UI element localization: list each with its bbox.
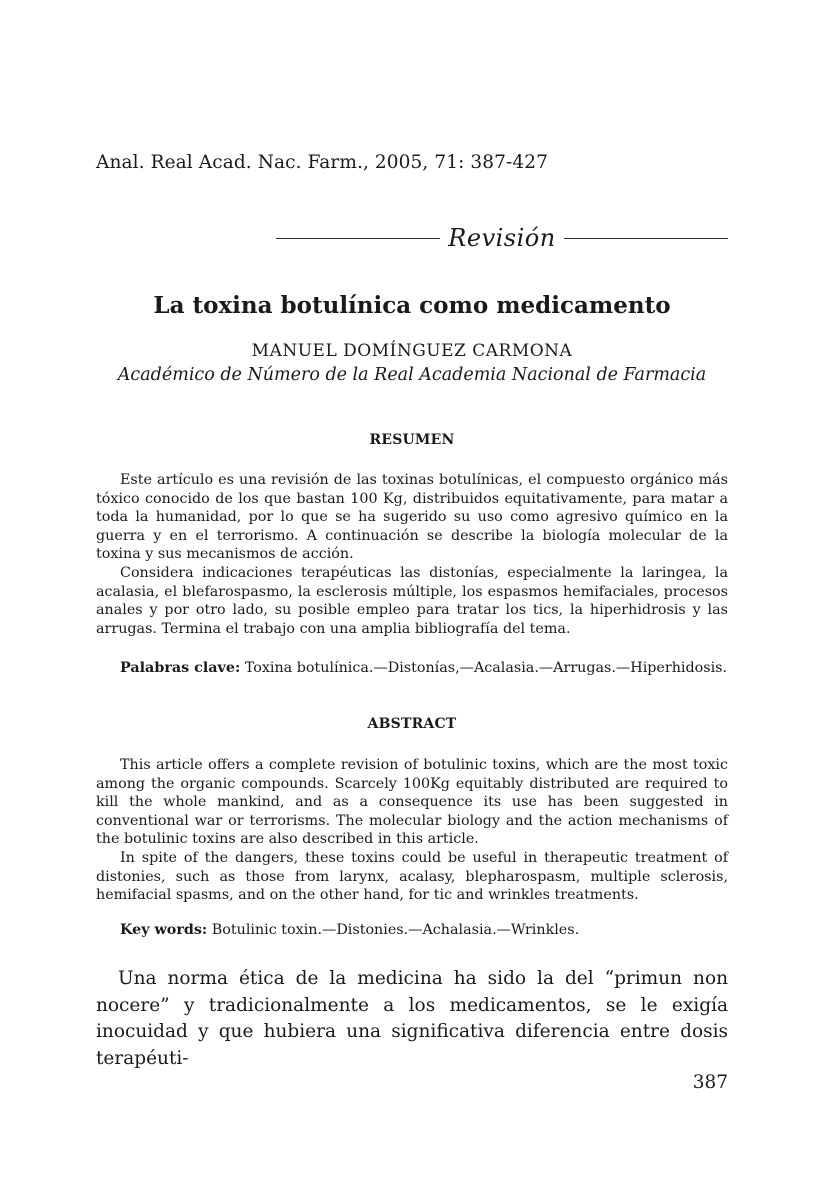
divider-line-right <box>564 238 728 239</box>
journal-reference: Anal. Real Acad. Nac. Farm., 2005, 71: 387-427 <box>96 152 548 173</box>
abstract-keywords <box>96 921 728 940</box>
abstract-paragraph: In spite of the dangers, these toxins could be useful in therapeutic treatment of distonies, such as those from larynx, acalasy, blepharospasm, multiple sclerosis, hemifacial spasms, and on the other hand, for tic and wrinkles treatments. <box>96 849 728 904</box>
keywords-label: Key words: <box>120 922 208 938</box>
divider-line-left <box>276 238 440 239</box>
page-number: 387 <box>692 1072 728 1093</box>
keywords-text: Botulinic toxin.—Distonies.—Achalasia.—Wrinkles. <box>211 922 580 938</box>
resumen-body <box>96 471 728 638</box>
keywords-text: Toxina botulínica.—Distonías,—Acalasia.—Arrugas.—Hiperhidosis. <box>244 660 728 676</box>
body-paragraph: Una norma ética de la medicina ha sido la del “primun non nocere” y tradicionalmente a los medicamentos, se le exigía inocuidad y que hubiera una significativa diferencia entre dosis terapéuti- <box>96 968 728 1069</box>
section-label: Revisión <box>448 224 556 252</box>
abstract-paragraph: This article offers a complete revision of botulinic toxins, which are the most toxic among the organic compounds. Scarcely 100Kg equitably distributed are required to kill the whole mankind, and as a consequence its use has been suggested in conventional war or terrorisms. The molecular biology and the action mechanisms of the botulinic toxins are also described in this article. <box>96 757 728 848</box>
section-divider <box>276 222 728 254</box>
resumen-heading: RESUMEN <box>369 432 455 448</box>
article-title: La toxina botulínica como medicamento <box>153 292 671 319</box>
abstract-heading: ABSTRACT <box>367 716 457 732</box>
abstract-body <box>96 756 728 905</box>
resumen-keywords <box>96 659 728 678</box>
keywords-label: Palabras clave: <box>120 660 241 676</box>
author-name: MANUEL DOMÍNGUEZ CARMONA <box>251 341 573 361</box>
author-affiliation: Académico de Número de la Real Academia Nacional de Farmacia <box>117 365 707 385</box>
resumen-paragraph: Este artículo es una revisión de las toxinas botulínicas, el compuesto orgánico más tóxico conocido de los que bastan 100 Kg, distribuidos equitativamente, para matar a toda la humanidad, por lo que se ha sugerido su uso como agresivo químico en la guerra y en el terrorismo. A continuación se describe la biología molecular de la toxina y sus mecanismos de acción. <box>96 472 728 563</box>
resumen-paragraph: Considera indicaciones terapéuticas las distonías, especialmente la laringea, la acalasia, el blefarospasmo, la esclerosis múltiple, los espasmos hemifaciales, procesos anales y por otro lado, su posible empleo para tratar los tics, la hiperhidrosis y las arrugas. Termina el trabajo con una amplia bibliografía del tema. <box>96 564 728 637</box>
